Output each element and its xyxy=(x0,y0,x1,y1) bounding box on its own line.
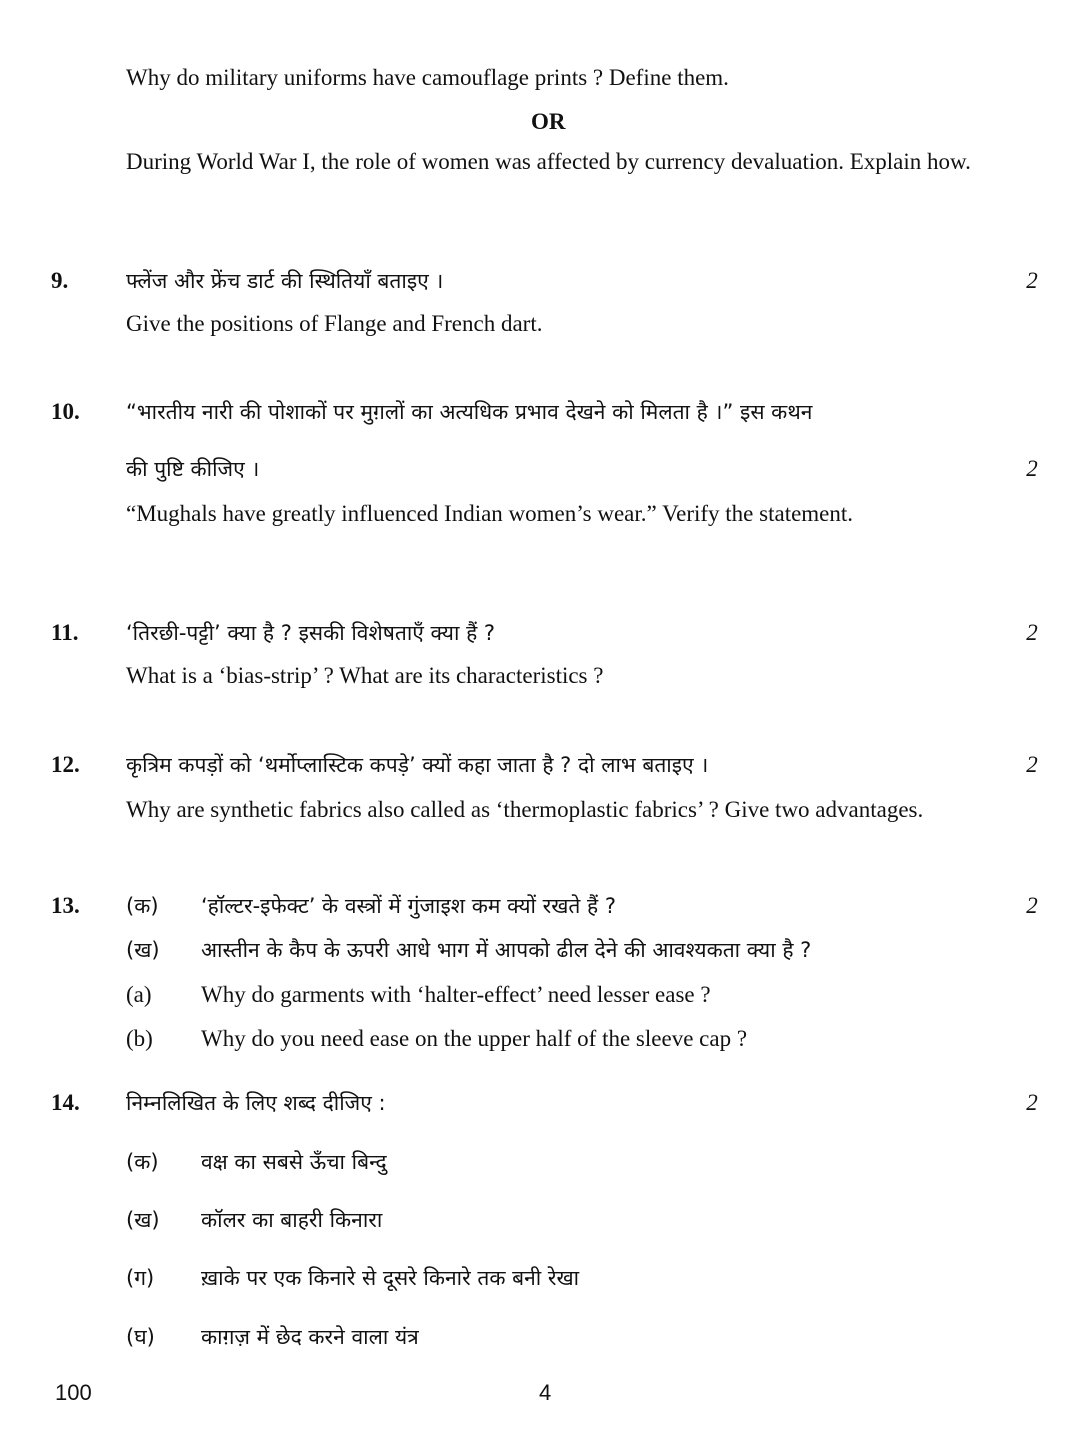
question-marks: 2 xyxy=(1026,752,1038,777)
question-english: Give the positions of Flange and French dart. xyxy=(126,311,543,336)
question-english: “Mughals have greatly influenced Indian women’s wear.” Verify the statement. xyxy=(126,501,854,526)
question-number: 12. xyxy=(51,752,80,777)
question-number: 13. xyxy=(51,893,80,918)
question-marks: 2 xyxy=(1026,456,1038,481)
part-label: (b) xyxy=(126,1026,153,1051)
question-marks: 2 xyxy=(1026,268,1038,293)
part-label: (ख) xyxy=(126,938,160,962)
question-hindi: कृत्रिम कपड़ों को ‘थर्मोप्लास्टिक कपड़े’ क्यों कहा जाता है ? दो लाभ बताइए । xyxy=(126,753,709,777)
question-marks: 2 xyxy=(1026,893,1038,918)
question-marks: 2 xyxy=(1026,620,1038,645)
paper-code: 100 xyxy=(55,1380,92,1405)
question-hindi: फ्लेंज और फ्रेंच डार्ट की स्थितियाँ बताइए । xyxy=(126,269,444,293)
part-text: ख़ाके पर एक किनारे से दूसरे किनारे तक बनी रेखा xyxy=(201,1266,580,1290)
part-label: (घ) xyxy=(126,1325,155,1349)
question-number: 10. xyxy=(51,399,80,424)
part-label: (ख) xyxy=(126,1208,160,1232)
question-english: What is a ‘bias-strip’ ? What are its characteristics ? xyxy=(126,663,604,688)
or-separator: OR xyxy=(531,109,566,134)
page-number: 4 xyxy=(539,1380,552,1405)
question-number: 14. xyxy=(51,1090,80,1115)
question-hindi: “भारतीय नारी की पोशाकों पर मुग़लों का अत्यधिक प्रभाव देखने को मिलता है ।” इस कथन xyxy=(126,400,813,424)
part-text: ‘हॉल्टर-इफेक्ट’ के वस्त्रों में गुंजाइश कम क्यों रखते हैं ? xyxy=(201,894,617,918)
part-label: (ग) xyxy=(126,1266,155,1290)
question-marks: 2 xyxy=(1026,1090,1038,1115)
question-hindi: निम्नलिखित के लिए शब्द दीजिए : xyxy=(126,1091,386,1115)
question-english: Why are synthetic fabrics also called as ‘thermoplastic fabrics’ ? Give two advantages. xyxy=(126,797,924,822)
part-label: (क) xyxy=(126,894,159,918)
part-text: आस्तीन के कैप के ऊपरी आधे भाग में आपको ढील देने की आवश्यकता क्या है ? xyxy=(201,938,812,962)
carryover-question-text: Why do military uniforms have camouflage prints ? Define them. xyxy=(126,65,729,90)
part-label: (a) xyxy=(126,982,152,1007)
part-text: काग़ज़ में छेद करने वाला यंत्र xyxy=(201,1325,419,1349)
part-label: (क) xyxy=(126,1150,159,1174)
alternative-question-text: During World War I, the role of women was affected by currency devaluation. Explain how. xyxy=(126,149,971,174)
part-text: Why do garments with ‘halter-effect’ need lesser ease ? xyxy=(201,982,711,1007)
question-hindi: ‘तिरछी-पट्टी’ क्या है ? इसकी विशेषताएँ क्या हैं ? xyxy=(126,621,496,645)
question-number: 9. xyxy=(51,268,69,293)
part-text: वक्ष का सबसे ऊँचा बिन्दु xyxy=(201,1150,387,1174)
part-text: कॉलर का बाहरी किनारा xyxy=(201,1208,383,1232)
part-text: Why do you need ease on the upper half of the sleeve cap ? xyxy=(201,1026,748,1051)
question-number: 11. xyxy=(51,620,79,645)
question-hindi-continued: की पुष्टि कीजिए । xyxy=(126,457,260,481)
